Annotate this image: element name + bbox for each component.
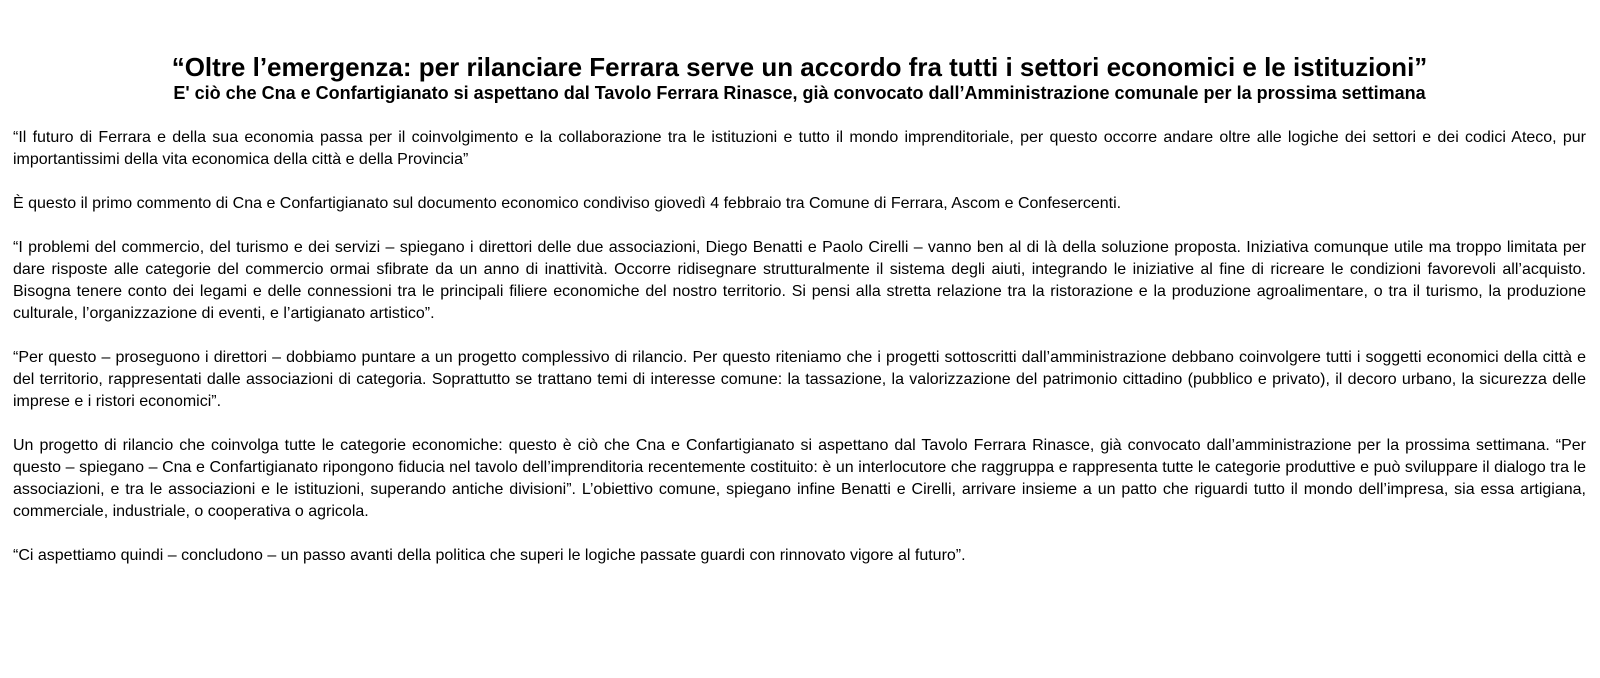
paragraph-intro-quote: “Il futuro di Ferrara e della sua economia passa per il coinvolgimento e la collaborazione tra le istituzioni e tutto il mondo imprenditoriale, per questo occorre andare oltre alle logiche dei settori e dei codici Ateco, pur importantissimi della vita economica della città e della Provincia” — [13, 129, 1586, 168]
paragraph-conclusion: “Ci aspettiamo quindi – concludono – un passo avanti della politica che superi le logiche passate guardi con rinnovato vigore al futuro”. — [13, 547, 966, 564]
paragraph-project: “Per questo – proseguono i direttori – dobbiamo puntare a un progetto complessivo di rilancio. Per questo riteniamo che i progetti sottoscritti dall’amministrazione debbano coinvolgere tutti i soggetti economici della città e del territorio, rappresentati dalle associazioni di categoria. Soprattutto se trattano temi di interesse comune: la tassazione, la valorizzazione del patrimonio cittadino (pubblico e privato), il decoro urbano, la sicurezza delle imprese e i ristori economici”. — [13, 349, 1586, 410]
paragraph-first-comment: È questo il primo commento di Cna e Confartigianato sul documento economico condiviso giovedì 4 febbraio tra Comune di Ferrara, Ascom e Confesercenti. — [13, 195, 1122, 212]
document-title: “Oltre l’emergenza: per rilanciare Ferrara serve un accordo fra tutti i settori economici e le istituzioni” — [171, 52, 1428, 82]
paragraph-relaunch: Un progetto di rilancio che coinvolga tutte le categorie economiche: questo è ciò che Cna e Confartigianato si aspettano dal Tavolo Ferrara Rinasce, già convocato dall’amministrazione per la prossima settimana. “Per questo – spiegano – Cna e Confartigianato ripongono fiducia nel tavolo dell’imprenditoria recentemente costituito: è un interlocutore che raggruppa e rappresenta tutte le categorie produttive e può sviluppare il dialogo tra le associazioni, e tra le associazioni e le istituzioni, superando antiche divisioni”. L’obiettivo comune, spiegano infine Benatti e Cirelli, arrivare insieme a un patto che riguardi tutto il mondo dell’impresa, sia essa artigiana, commerciale, industriale, o cooperativa o agricola. — [13, 437, 1586, 520]
paragraph-problems: “I problemi del commercio, del turismo e dei servizi – spiegano i direttori delle due associazioni, Diego Benatti e Paolo Cirelli – vanno ben al di là della soluzione proposta. Iniziativa comunque utile ma troppo limitata per dare risposte alle categorie del commercio ormai sfibrate da un anno di inattività. Occorre ridisegnare strutturalmente il sistema degli aiuti, integrando le iniziative al fine di ricreare le condizioni favorevoli all’acquisto. Bisogna tenere conto dei legami e delle connessioni tra le principali filiere economiche del nostro territorio. Si pensi alla stretta relazione tra la ristorazione e la produzione agroalimentare, o tra il turismo, la produzione culturale, l’organizzazione di eventi, e l’artigianato artistico”. — [13, 239, 1586, 322]
document-subtitle: E' ciò che Cna e Confartigianato si aspettano dal Tavolo Ferrara Rinasce, già convocato dall’Amministrazione comunale per la prossima settimana — [173, 83, 1426, 103]
document-body — [13, 52, 1586, 589]
